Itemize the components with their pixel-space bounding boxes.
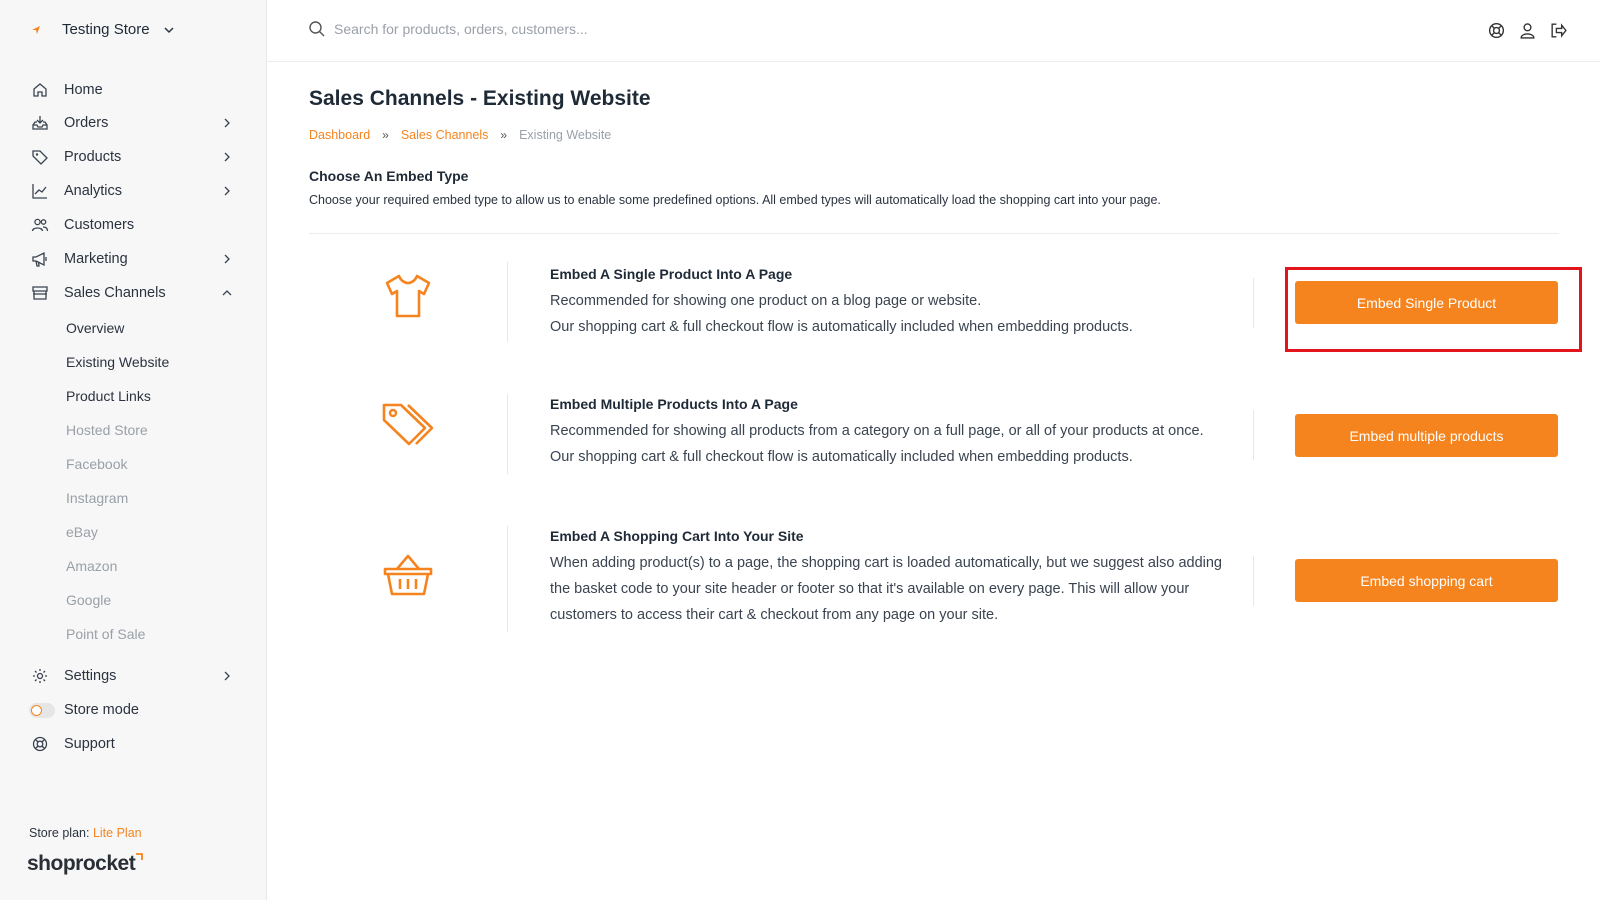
sidebar-item-home[interactable] — [29, 76, 234, 104]
megaphone-icon — [29, 248, 51, 270]
home-icon — [29, 79, 51, 101]
subnav-overview[interactable]: Overview — [66, 320, 125, 336]
embed-option-title: Embed A Single Product Into A Page — [550, 266, 793, 282]
divider-vertical — [507, 394, 508, 474]
sidebar-item-customers[interactable] — [29, 211, 234, 239]
chevron-right-icon — [220, 184, 234, 198]
embed-option-desc: customers to access their cart & checkout from any page on your site. — [550, 607, 999, 623]
subnav-instagram[interactable]: Instagram — [66, 490, 129, 506]
embed-option-desc: Our shopping cart & full checkout flow is automatically included when embedding products. — [550, 319, 1133, 335]
subnav-amazon[interactable]: Amazon — [66, 558, 118, 574]
subnav-ebay[interactable]: eBay — [66, 524, 98, 540]
embed-option-desc: the basket code to your site header or footer so that it's available on every page. This will allow your — [550, 581, 1190, 597]
user-icon[interactable] — [1518, 21, 1537, 40]
breadcrumb-separator: » — [500, 128, 508, 142]
sidebar-item-settings[interactable] — [29, 662, 234, 690]
sidebar-item-label: Customers — [64, 217, 135, 233]
embed-option-text — [550, 528, 1250, 628]
chevron-right-icon — [220, 116, 234, 130]
divider — [309, 233, 1559, 234]
sidebar-item-label: Orders — [64, 115, 109, 131]
divider-vertical — [1253, 278, 1254, 328]
embed-option-desc: When adding product(s) to a page, the shopping cart is loaded automatically, but we suggest also adding — [550, 555, 1222, 571]
embed-shopping-cart-button[interactable]: Embed shopping cart — [1295, 559, 1558, 602]
subnav-facebook[interactable]: Facebook — [66, 456, 128, 472]
chevron-right-icon — [220, 669, 234, 683]
rocket-logo-icon — [29, 23, 43, 37]
gear-icon — [29, 665, 51, 687]
embed-option-desc: Recommended for showing all products from a category on a full page, or all of your products at once. — [550, 423, 1204, 439]
sidebar-item-label: Products — [64, 149, 122, 165]
inbox-download-icon — [29, 112, 51, 134]
tag-icon — [29, 146, 51, 168]
embed-option-desc: Our shopping cart & full checkout flow is automatically included when embedding products. — [550, 449, 1133, 465]
sidebar-item-orders[interactable] — [29, 109, 234, 137]
embed-option-text — [550, 266, 1250, 340]
brand-logo — [27, 852, 144, 876]
sidebar-item-label: Store mode — [64, 702, 139, 718]
search-input[interactable] — [334, 21, 934, 37]
sidebar-item-store-mode[interactable] — [29, 696, 234, 724]
section-description: Choose your required embed type to allow us to enable some predefined options. All embed types will automatically load the shopping cart into your page. — [309, 193, 1161, 207]
store-mode-toggle[interactable] — [29, 703, 55, 718]
sidebar-item-analytics[interactable] — [29, 177, 234, 205]
breadcrumb — [309, 128, 611, 142]
section-title: Choose An Embed Type — [309, 168, 469, 184]
subnav-google[interactable]: Google — [66, 592, 112, 608]
sidebar-item-products[interactable] — [29, 143, 234, 171]
embed-option-desc: Recommended for showing one product on a blog page or website. — [550, 293, 982, 309]
breadcrumb-separator: » — [382, 128, 389, 142]
breadcrumb-sales-channels[interactable]: Sales Channels — [400, 128, 489, 142]
topbar-icons — [1487, 21, 1568, 40]
storefront-icon — [29, 282, 51, 304]
sidebar-item-support[interactable] — [29, 730, 234, 758]
divider-vertical — [1253, 410, 1254, 460]
chevron-right-icon — [220, 252, 234, 266]
page-title: Sales Channels - Existing Website — [309, 87, 651, 110]
sidebar-item-label: Home — [64, 82, 103, 98]
users-icon — [29, 214, 51, 236]
store-name: Testing Store — [62, 21, 150, 38]
basket-icon — [309, 552, 507, 598]
divider-vertical — [507, 526, 508, 632]
subnav-product-links[interactable]: Product Links — [66, 388, 151, 404]
topbar — [267, 0, 1600, 62]
search-icon — [308, 20, 326, 38]
sidebar-item-label: Settings — [64, 668, 117, 684]
divider-vertical — [1253, 556, 1254, 606]
sidebar-item-label: Sales Channels — [64, 285, 166, 301]
breadcrumb-current: Existing Website — [519, 128, 612, 142]
lifebuoy-icon — [29, 733, 51, 755]
brand-mark-icon — [135, 852, 144, 861]
breadcrumb-dashboard[interactable]: Dashboard — [309, 128, 371, 142]
sidebar-item-label: Support — [64, 736, 115, 752]
divider-vertical — [507, 262, 508, 342]
sidebar-item-label: Marketing — [64, 251, 128, 267]
tags-icon — [309, 400, 507, 450]
chevron-up-icon — [220, 286, 234, 300]
brand-name: shoprocket — [27, 852, 136, 875]
sidebar — [0, 0, 267, 900]
subnav-hosted-store[interactable]: Hosted Store — [66, 422, 148, 438]
embed-single-product-button[interactable]: Embed Single Product — [1295, 281, 1558, 324]
logout-icon[interactable] — [1549, 21, 1568, 40]
sidebar-item-sales-channels[interactable] — [29, 279, 234, 307]
search-bar — [308, 20, 1008, 38]
subnav-point-of-sale[interactable]: Point of Sale — [66, 626, 146, 642]
chart-line-icon — [29, 180, 51, 202]
sidebar-item-marketing[interactable] — [29, 245, 234, 273]
embed-option-title: Embed A Shopping Cart Into Your Site — [550, 528, 804, 544]
lifebuoy-icon[interactable] — [1487, 21, 1506, 40]
embed-multiple-products-button[interactable]: Embed multiple products — [1295, 414, 1558, 457]
embed-option-text — [550, 396, 1250, 470]
store-switcher[interactable] — [29, 21, 176, 38]
subnav-existing-website[interactable]: Existing Website — [66, 354, 170, 370]
embed-option-title: Embed Multiple Products Into A Page — [550, 396, 798, 412]
chevron-right-icon — [220, 150, 234, 164]
store-plan-link[interactable]: Lite Plan — [92, 826, 142, 840]
tshirt-icon — [309, 272, 507, 320]
store-plan-label: Store plan: — [29, 826, 90, 840]
store-plan — [29, 826, 142, 840]
sidebar-item-label: Analytics — [64, 183, 123, 199]
chevron-down-icon — [162, 23, 176, 37]
